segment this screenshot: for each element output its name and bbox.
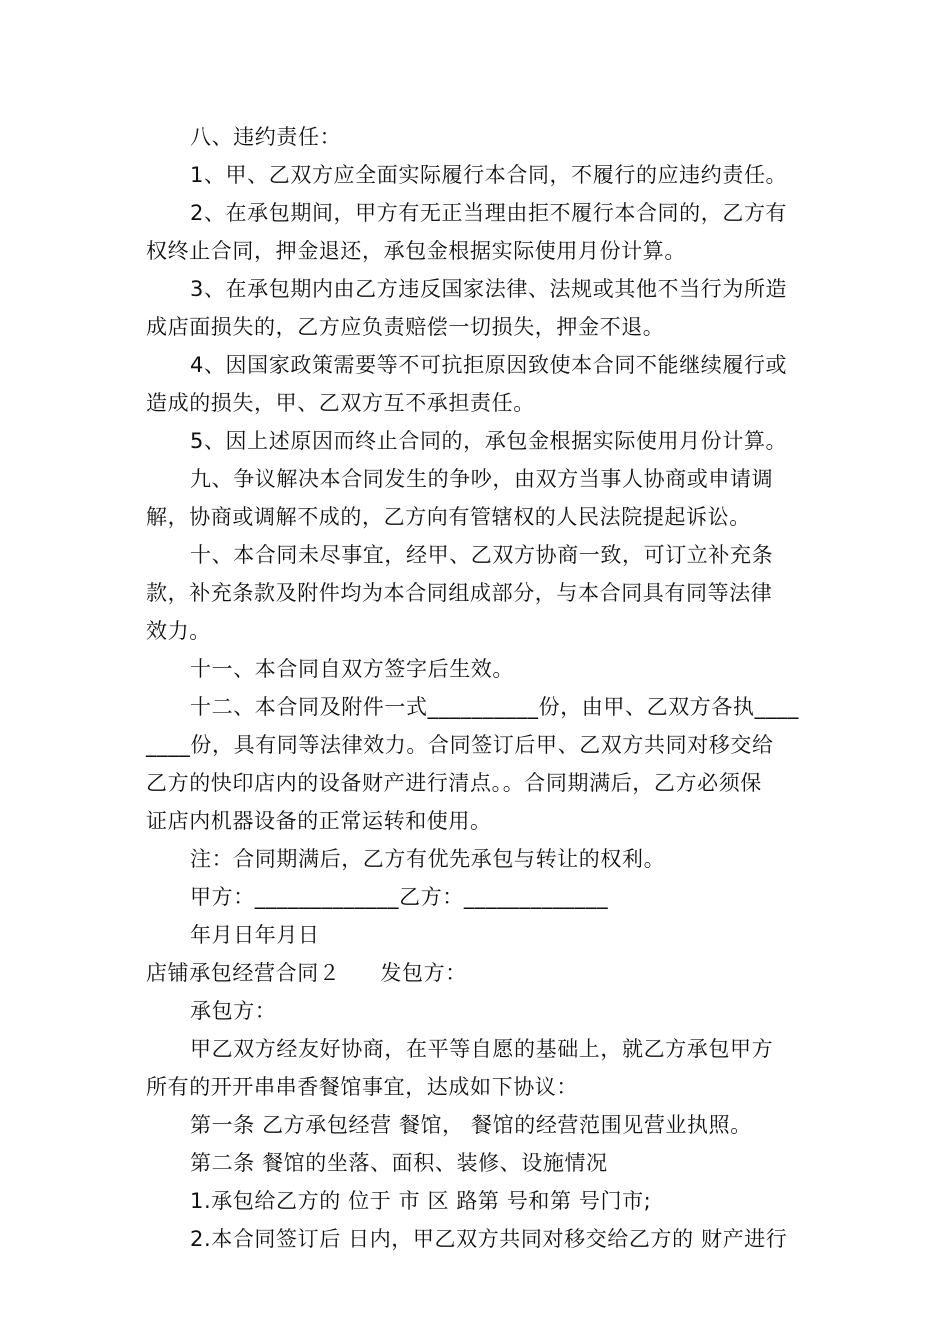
contractor-label: 承包方： — [190, 999, 277, 1023]
article-2: 第二条 餐馆的坐落、面积、装修、设施情况 — [190, 1151, 608, 1175]
text-line: 乙方的快印店内的设备财产进行清点。。合同期满后，乙方必须保 — [146, 771, 762, 795]
text-line: 2、在承包期间，甲方有无正当理由拒不履行本合同的，乙方有 — [190, 201, 788, 225]
article-1: 第一条 乙方承包经营 餐馆， 餐馆的经营范围见营业执照。 — [190, 1113, 752, 1137]
text-line: 造成的损失，甲、乙双方互不承担责任。 — [146, 391, 535, 415]
contract-2-title-row — [146, 954, 810, 992]
contract-2-title: 店铺承包经营合同２ — [146, 961, 341, 985]
text-line: 九、争议解决本合同发生的争吵，由双方当事人协商或申请调 — [190, 467, 774, 491]
list-item: 2.本合同签订后 日内，甲乙双方共同对移交给乙方的 财产进行 — [190, 1227, 788, 1251]
date-line: 年月日年月日 — [190, 923, 320, 947]
note: 注：合同期满后，乙方有优先承包与转让的权利。 — [190, 847, 666, 871]
paragraph — [146, 194, 810, 270]
text-line: 解，协商或调解不成的，乙方向有管辖权的人民法院提起诉讼。 — [146, 505, 751, 529]
paragraph: 十一、本合同自双方签字后生效。 — [190, 657, 514, 681]
paragraph — [146, 1030, 810, 1106]
text-line: 十二、本合同及附件一式__________份，由甲、乙双方各执____ — [190, 695, 799, 719]
paragraph: 1、甲、乙双方应全面实际履行本合同，不履行的应违约责任。 — [190, 163, 788, 187]
paragraph — [146, 688, 810, 840]
text-line: 成店面损失的，乙方应负责赔偿一切损失，押金不退。 — [146, 315, 665, 339]
paragraph — [146, 270, 810, 346]
list-item: 1.承包给乙方的 位于 市 区 路第 号和第 号门市; — [190, 1189, 652, 1213]
section-heading-breach: 八、违约责任： — [190, 125, 342, 149]
text-line: 十、本合同未尽事宜，经甲、乙双方协商一致，可订立补充条 — [190, 543, 774, 567]
text-line: 款，补充条款及附件均为本合同组成部分，与本合同具有同等法律 — [146, 581, 773, 605]
signature-line: 甲方：_____________乙方：_____________ — [190, 885, 609, 909]
text-line: ____份，具有同等法律效力。合同签订后甲、乙双方共同对移交给 — [146, 733, 774, 757]
text-line: 权终止合同，押金退还，承包金根据实际使用月份计算。 — [146, 239, 686, 263]
text-line: 甲乙双方经友好协商，在平等自愿的基础上，就乙方承包甲方 — [190, 1037, 774, 1061]
paragraph — [146, 346, 810, 422]
text-line: 3、在承包期内由乙方违反国家法律、法规或其他不当行为所造 — [190, 277, 788, 301]
text-line: 所有的开开串串香餐馆事宜，达成如下协议： — [146, 1075, 578, 1099]
paragraph — [146, 536, 810, 650]
document-body — [146, 118, 810, 1258]
employer-label: 发包方： — [380, 961, 467, 985]
text-line: 证店内机器设备的正常运转和使用。 — [146, 809, 492, 833]
text-line: 效力。 — [146, 619, 211, 643]
paragraph: 5、因上述原因而终止合同的，承包金根据实际使用月份计算。 — [190, 429, 788, 453]
paragraph — [146, 460, 810, 536]
text-line: 4、因国家政策需要等不可抗拒原因致使本合同不能继续履行或 — [190, 353, 788, 377]
